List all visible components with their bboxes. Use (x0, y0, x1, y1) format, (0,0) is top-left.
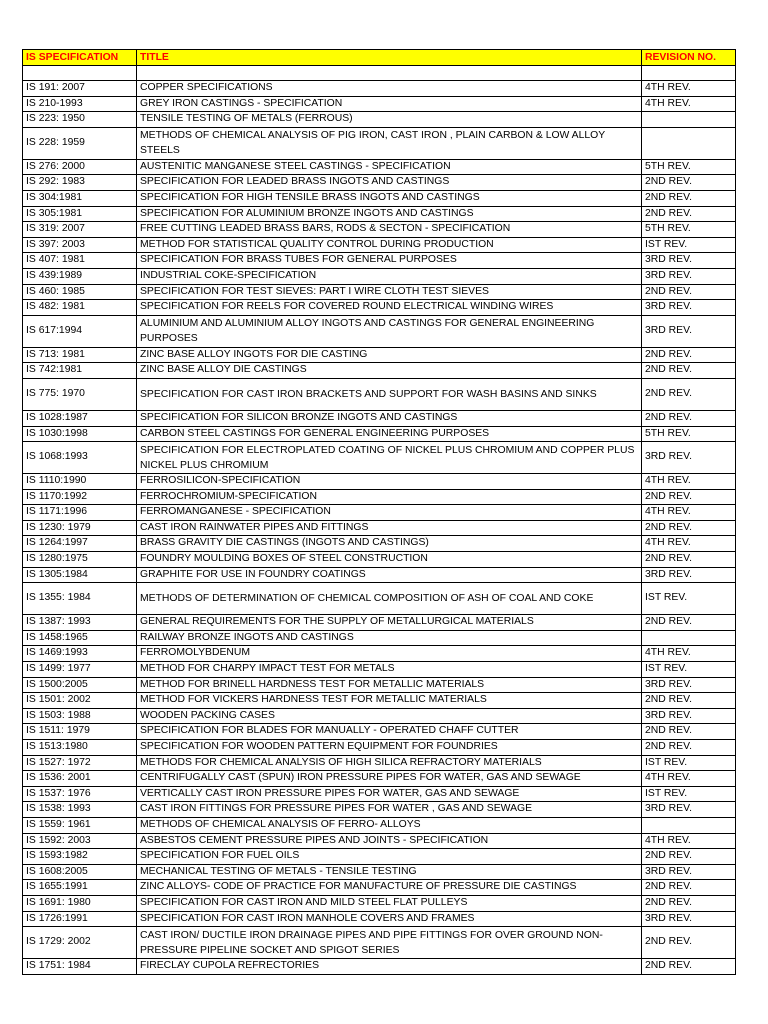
cell-revision: 2ND REV. (642, 615, 736, 631)
cell-spec: IS 397: 2003 (23, 237, 137, 253)
cell-spec: IS 1726:1991 (23, 911, 137, 927)
cell-title: SPECIFICATION FOR LEADED BRASS INGOTS AND CASTINGS (137, 175, 642, 191)
cell-revision: 3RD REV. (642, 300, 736, 316)
table-row (23, 693, 736, 709)
cell-title: FOUNDRY MOULDING BOXES OF STEEL CONSTRUCTION (137, 552, 642, 568)
table-row (23, 864, 736, 880)
table-row (23, 442, 736, 474)
cell-revision: IST REV. (642, 583, 736, 615)
table-row (23, 347, 736, 363)
header-revision-no: REVISION NO. (642, 50, 736, 66)
cell-spec: IS 1538: 1993 (23, 802, 137, 818)
cell-spec: IS 1592: 2003 (23, 833, 137, 849)
cell-spec: IS 1593:1982 (23, 849, 137, 865)
cell-spec: IS 482: 1981 (23, 300, 137, 316)
cell-title: METHODS FOR CHEMICAL ANALYSIS OF HIGH SILICA REFRACTORY MATERIALS (137, 755, 642, 771)
cell-revision: 2ND REV. (642, 206, 736, 222)
cell-spec: IS 319: 2007 (23, 222, 137, 238)
cell-title: SPECIFICATION FOR WOODEN PATTERN EQUIPMENT FOR FOUNDRIES (137, 740, 642, 756)
table-row (23, 959, 736, 975)
table-row (23, 708, 736, 724)
cell-title: CAST IRON FITTINGS FOR PRESSURE PIPES FOR WATER , GAS AND SEWAGE (137, 802, 642, 818)
cell-title: COPPER SPECIFICATIONS (137, 81, 642, 97)
table-row (23, 222, 736, 238)
table-row (23, 426, 736, 442)
cell-title: CAST IRON RAINWATER PIPES AND FITTINGS (137, 520, 642, 536)
cell-spec: IS 1458:1965 (23, 630, 137, 646)
table-row (23, 833, 736, 849)
cell-title: FREE CUTTING LEADED BRASS BARS, RODS & SECTON - SPECIFICATION (137, 222, 642, 238)
cell-title: METHODS OF CHEMICAL ANALYSIS OF FERRO- ALLOYS (137, 817, 642, 833)
cell-title: CAST IRON/ DUCTILE IRON DRAINAGE PIPES AND PIPE FITTINGS FOR OVER GROUND NON-PRESSURE PIPELINE SOCKET AND SPIGOT SERIES (137, 927, 642, 959)
cell-spec: IS 1729: 2002 (23, 927, 137, 959)
cell-spec: IS 276: 2000 (23, 159, 137, 175)
cell-revision (642, 817, 736, 833)
cell-spec: IS 223: 1950 (23, 112, 137, 128)
cell-revision: 4TH REV. (642, 536, 736, 552)
table-row (23, 489, 736, 505)
cell-spec: IS 1536: 2001 (23, 771, 137, 787)
table-row (23, 755, 736, 771)
cell-revision: 3RD REV. (642, 864, 736, 880)
cell-title: SPECIFICATION FOR CAST IRON AND MILD STEEL FLAT PULLEYS (137, 895, 642, 911)
cell-spec: IS 1511: 1979 (23, 724, 137, 740)
cell-spec: IS 1500:2005 (23, 677, 137, 693)
cell-title: METHODS OF DETERMINATION OF CHEMICAL COMPOSITION OF ASH OF COAL AND COKE (137, 583, 642, 615)
cell-revision: 2ND REV. (642, 849, 736, 865)
cell-spec: IS 1068:1993 (23, 442, 137, 474)
cell-title: SPECIFICATION FOR BRASS TUBES FOR GENERAL PURPOSES (137, 253, 642, 269)
cell-title: SPECIFICATION FOR BLADES FOR MANUALLY - OPERATED CHAFF CUTTER (137, 724, 642, 740)
cell-revision: 3RD REV. (642, 677, 736, 693)
cell-revision: 2ND REV. (642, 190, 736, 206)
cell-title: SPECIFICATION FOR TEST SIEVES: PART I WIRE CLOTH TEST SIEVES (137, 284, 642, 300)
cell-spec: IS 1355: 1984 (23, 583, 137, 615)
cell-revision: 2ND REV. (642, 284, 736, 300)
cell-revision (642, 630, 736, 646)
table-row (23, 849, 736, 865)
cell-title: BRASS GRAVITY DIE CASTINGS (INGOTS AND CASTINGS) (137, 536, 642, 552)
specification-table (22, 49, 736, 975)
cell-spec: IS 460: 1985 (23, 284, 137, 300)
cell-revision (642, 112, 736, 128)
cell-revision: 2ND REV. (642, 489, 736, 505)
table-row (23, 112, 736, 128)
cell-spec: IS 228: 1959 (23, 127, 137, 159)
cell-revision: 5TH REV. (642, 426, 736, 442)
cell-spec: IS 742:1981 (23, 363, 137, 379)
cell-revision: 2ND REV. (642, 363, 736, 379)
cell-title: SPECIFICATION FOR CAST IRON BRACKETS AND SUPPORT FOR WASH BASINS AND SINKS (137, 378, 642, 410)
cell-revision: 5TH REV. (642, 222, 736, 238)
cell-spec: IS 1170:1992 (23, 489, 137, 505)
cell-revision: 3RD REV. (642, 268, 736, 284)
cell-spec: IS 1280:1975 (23, 552, 137, 568)
cell-revision: 4TH REV. (642, 81, 736, 97)
cell-title: FERROMANGANESE - SPECIFICATION (137, 505, 642, 521)
cell-title: AUSTENITIC MANGANESE STEEL CASTINGS - SPECIFICATION (137, 159, 642, 175)
cell-revision: 4TH REV. (642, 96, 736, 112)
cell-revision: 2ND REV. (642, 347, 736, 363)
table-row (23, 127, 736, 159)
table-row (23, 880, 736, 896)
cell-revision: 4TH REV. (642, 505, 736, 521)
cell-revision: 2ND REV. (642, 693, 736, 709)
cell-spec: IS 1230: 1979 (23, 520, 137, 536)
header-title: TITLE (137, 50, 642, 66)
cell-spec: IS 1537: 1976 (23, 786, 137, 802)
table-row (23, 315, 736, 347)
cell-revision: IST REV. (642, 755, 736, 771)
cell-spec: IS 407: 1981 (23, 253, 137, 269)
table-row (23, 552, 736, 568)
cell-revision: 2ND REV. (642, 724, 736, 740)
cell-spec (23, 66, 137, 81)
header-row (23, 50, 736, 66)
cell-spec: IS 1305:1984 (23, 567, 137, 583)
table-row (23, 159, 736, 175)
table-row (23, 206, 736, 222)
table-row (23, 895, 736, 911)
cell-title: METHOD FOR STATISTICAL QUALITY CONTROL DURING PRODUCTION (137, 237, 642, 253)
table-row (23, 615, 736, 631)
cell-revision: 2ND REV. (642, 880, 736, 896)
cell-revision: IST REV. (642, 662, 736, 678)
table-row (23, 253, 736, 269)
cell-title: SPECIFICATION FOR FUEL OILS (137, 849, 642, 865)
table-row (23, 771, 736, 787)
cell-revision: 3RD REV. (642, 442, 736, 474)
cell-spec: IS 775: 1970 (23, 378, 137, 410)
table-row (23, 786, 736, 802)
cell-revision: 4TH REV. (642, 833, 736, 849)
cell-title: FERROCHROMIUM-SPECIFICATION (137, 489, 642, 505)
cell-spec: IS 1655:1991 (23, 880, 137, 896)
table-row (23, 927, 736, 959)
cell-spec: IS 210-1993 (23, 96, 137, 112)
cell-title: GRAPHITE FOR USE IN FOUNDRY COATINGS (137, 567, 642, 583)
cell-title (137, 66, 642, 81)
cell-spec: IS 1499: 1977 (23, 662, 137, 678)
cell-revision (642, 127, 736, 159)
cell-revision: 2ND REV. (642, 552, 736, 568)
cell-title: SPECIFICATION FOR HIGH TENSILE BRASS INGOTS AND CASTINGS (137, 190, 642, 206)
cell-title: FERROSILICON-SPECIFICATION (137, 474, 642, 490)
cell-title: METHOD FOR BRINELL HARDNESS TEST FOR METALLIC MATERIALS (137, 677, 642, 693)
cell-revision: 4TH REV. (642, 474, 736, 490)
table-row (23, 81, 736, 97)
cell-revision: IST REV. (642, 786, 736, 802)
header-is-specification: IS SPECIFICATION (23, 50, 137, 66)
table-row (23, 630, 736, 646)
cell-title: METHOD FOR VICKERS HARDNESS TEST FOR METALLIC MATERIALS (137, 693, 642, 709)
cell-spec: IS 292: 1983 (23, 175, 137, 191)
cell-spec: IS 1469:1993 (23, 646, 137, 662)
cell-spec: IS 1503: 1988 (23, 708, 137, 724)
cell-title: FIRECLAY CUPOLA REFRECTORIES (137, 959, 642, 975)
table-row (23, 802, 736, 818)
cell-title: CENTRIFUGALLY CAST (SPUN) IRON PRESSURE PIPES FOR WATER, GAS AND SEWAGE (137, 771, 642, 787)
cell-revision: 3RD REV. (642, 315, 736, 347)
cell-spec: IS 1527: 1972 (23, 755, 137, 771)
cell-title: TENSILE TESTING OF METALS (FERROUS) (137, 112, 642, 128)
cell-revision: 2ND REV. (642, 520, 736, 536)
cell-title: ALUMINIUM AND ALUMINIUM ALLOY INGOTS AND CASTINGS FOR GENERAL ENGINEERING PURPOSES (137, 315, 642, 347)
cell-spec: IS 1751: 1984 (23, 959, 137, 975)
cell-spec: IS 1691: 1980 (23, 895, 137, 911)
cell-title: CARBON STEEL CASTINGS FOR GENERAL ENGINEERING PURPOSES (137, 426, 642, 442)
table-row (23, 724, 736, 740)
table-row (23, 410, 736, 426)
cell-spec: IS 1559: 1961 (23, 817, 137, 833)
cell-spec: IS 1028:1987 (23, 410, 137, 426)
cell-title: MECHANICAL TESTING OF METALS - TENSILE TESTING (137, 864, 642, 880)
table-row (23, 677, 736, 693)
cell-revision: IST REV. (642, 237, 736, 253)
cell-title: SPECIFICATION FOR ALUMINIUM BRONZE INGOTS AND CASTINGS (137, 206, 642, 222)
cell-title: WOODEN PACKING CASES (137, 708, 642, 724)
table-row (23, 740, 736, 756)
cell-title: ZINC BASE ALLOY INGOTS FOR DIE CASTING (137, 347, 642, 363)
table-row (23, 66, 736, 81)
cell-title: ZINC BASE ALLOY DIE CASTINGS (137, 363, 642, 379)
cell-revision: 5TH REV. (642, 159, 736, 175)
cell-spec: IS 191: 2007 (23, 81, 137, 97)
cell-revision (642, 66, 736, 81)
table-row (23, 817, 736, 833)
cell-revision: 2ND REV. (642, 927, 736, 959)
cell-spec: IS 713: 1981 (23, 347, 137, 363)
table-row (23, 662, 736, 678)
cell-revision: 4TH REV. (642, 646, 736, 662)
cell-title: INDUSTRIAL COKE-SPECIFICATION (137, 268, 642, 284)
table-row (23, 378, 736, 410)
table-row (23, 363, 736, 379)
cell-revision: 2ND REV. (642, 175, 736, 191)
table-row (23, 505, 736, 521)
cell-title: METHODS OF CHEMICAL ANALYSIS OF PIG IRON, CAST IRON , PLAIN CARBON & LOW ALLOY STEELS (137, 127, 642, 159)
cell-spec: IS 304:1981 (23, 190, 137, 206)
cell-revision: 3RD REV. (642, 911, 736, 927)
cell-spec: IS 439:1989 (23, 268, 137, 284)
cell-spec: IS 1513:1980 (23, 740, 137, 756)
cell-revision: 2ND REV. (642, 740, 736, 756)
cell-revision: 2ND REV. (642, 959, 736, 975)
table-row (23, 300, 736, 316)
cell-title: VERTICALLY CAST IRON PRESSURE PIPES FOR WATER, GAS AND SEWAGE (137, 786, 642, 802)
cell-title: GENERAL REQUIREMENTS FOR THE SUPPLY OF METALLURGICAL MATERIALS (137, 615, 642, 631)
cell-revision: 3RD REV. (642, 567, 736, 583)
table-row (23, 536, 736, 552)
table-row (23, 583, 736, 615)
cell-title: SPECIFICATION FOR CAST IRON MANHOLE COVERS AND FRAMES (137, 911, 642, 927)
cell-title: METHOD FOR CHARPY IMPACT TEST FOR METALS (137, 662, 642, 678)
table-row (23, 911, 736, 927)
cell-revision: 2ND REV. (642, 895, 736, 911)
cell-spec: IS 1030:1998 (23, 426, 137, 442)
cell-spec: IS 1110:1990 (23, 474, 137, 490)
cell-revision: 2ND REV. (642, 410, 736, 426)
cell-title: SPECIFICATION FOR SILICON BRONZE INGOTS AND CASTINGS (137, 410, 642, 426)
cell-title: FERROMOLYBDENUM (137, 646, 642, 662)
cell-revision: 2ND REV. (642, 378, 736, 410)
table-row (23, 237, 736, 253)
table-row (23, 646, 736, 662)
table-row (23, 520, 736, 536)
cell-title: SPECIFICATION FOR REELS FOR COVERED ROUND ELECTRICAL WINDING WIRES (137, 300, 642, 316)
cell-spec: IS 305:1981 (23, 206, 137, 222)
cell-spec: IS 1171:1996 (23, 505, 137, 521)
cell-title: ZINC ALLOYS- CODE OF PRACTICE FOR MANUFACTURE OF PRESSURE DIE CASTINGS (137, 880, 642, 896)
cell-title: GREY IRON CASTINGS - SPECIFICATION (137, 96, 642, 112)
table-body (23, 66, 736, 975)
cell-title: RAILWAY BRONZE INGOTS AND CASTINGS (137, 630, 642, 646)
cell-spec: IS 617:1994 (23, 315, 137, 347)
cell-title: SPECIFICATION FOR ELECTROPLATED COATING OF NICKEL PLUS CHROMIUM AND COPPER PLUS NICKEL PLUS CHROMIUM (137, 442, 642, 474)
table-row (23, 567, 736, 583)
cell-revision: 3RD REV. (642, 253, 736, 269)
cell-spec: IS 1608:2005 (23, 864, 137, 880)
cell-title: ASBESTOS CEMENT PRESSURE PIPES AND JOINTS - SPECIFICATION (137, 833, 642, 849)
table-row (23, 96, 736, 112)
cell-revision: 4TH REV. (642, 771, 736, 787)
table-row (23, 190, 736, 206)
cell-spec: IS 1501: 2002 (23, 693, 137, 709)
cell-revision: 3RD REV. (642, 708, 736, 724)
table-row (23, 268, 736, 284)
table-row (23, 175, 736, 191)
cell-revision: 3RD REV. (642, 802, 736, 818)
table-row (23, 474, 736, 490)
table-row (23, 284, 736, 300)
cell-spec: IS 1387: 1993 (23, 615, 137, 631)
cell-spec: IS 1264:1997 (23, 536, 137, 552)
